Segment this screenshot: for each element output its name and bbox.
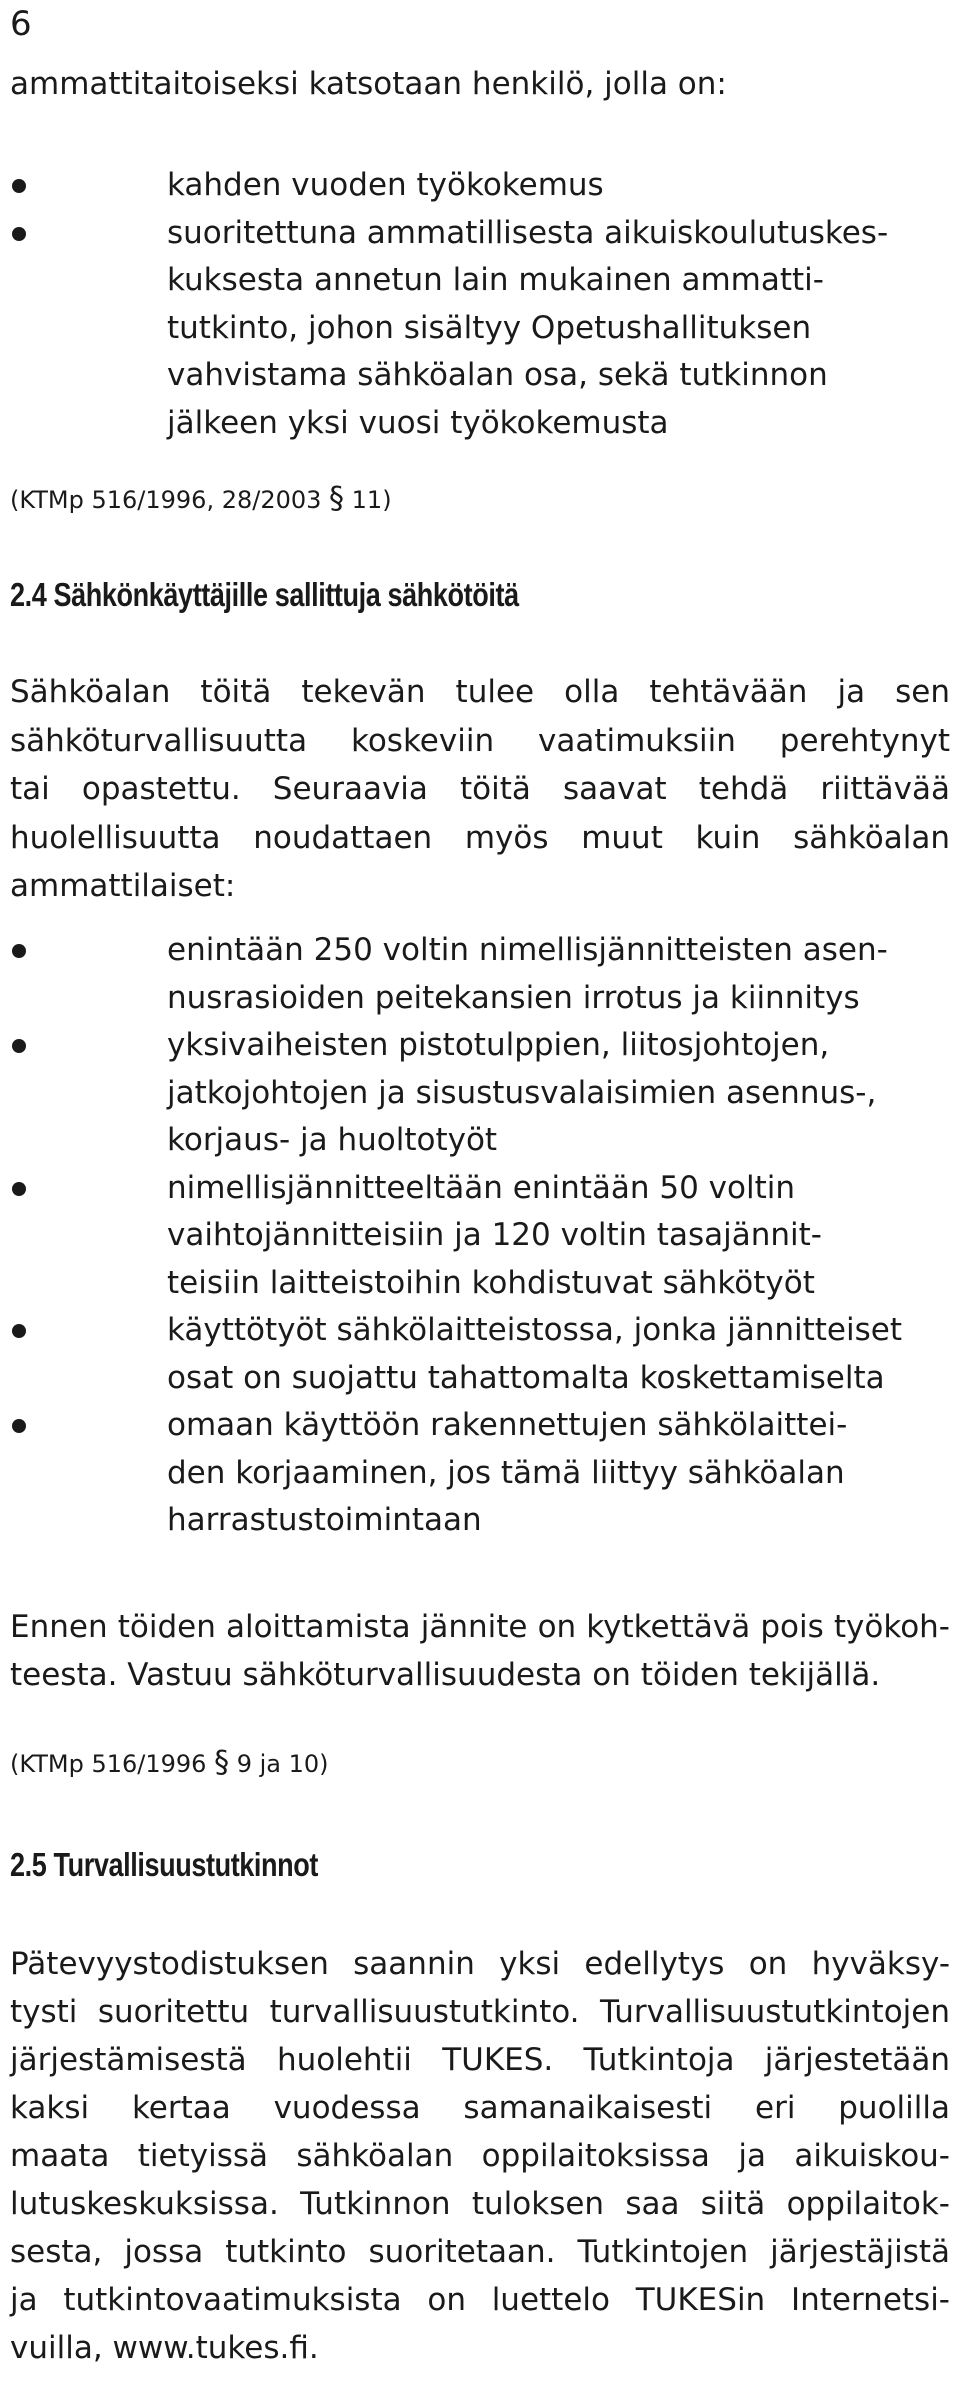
paragraph-line: teesta. Vastuu sähköturvallisuudesta on töiden tekijällä. xyxy=(10,1657,881,1693)
legal-reference-text: 9 ja 10) xyxy=(229,1750,329,1778)
legal-reference-text: (KTMp 516/1996, 28/2003 xyxy=(10,486,330,514)
paragraph-line: Pätevyystodistuksen saannin yksi edellytys on hyväksy- xyxy=(10,1946,950,1982)
list-item xyxy=(10,210,950,448)
list-item-line: korjaus- ja huoltotyöt xyxy=(167,1122,498,1158)
paragraph-line: järjestämisestä huolehtii TUKES. Tutkintoja järjestetään xyxy=(10,2042,950,2078)
paragraph-line: tysti suoritettu turvallisuustutkinto. Turvallisuustutkintojen xyxy=(10,1994,950,2030)
paragraph-line: ja tutkintovaatimuksista on luettelo TUKESin Internetsi- xyxy=(10,2282,950,2318)
list-item-line: kuksesta annetun lain mukainen ammatti- xyxy=(167,262,824,298)
list-item-line: osat on suojattu tahattomalta koskettamiselta xyxy=(167,1359,885,1396)
bullet-icon xyxy=(12,1039,26,1053)
bullet-icon xyxy=(12,944,26,958)
list-item-line: den korjaaminen, jos tämä liittyy sähköalan xyxy=(167,1454,845,1491)
body-paragraph xyxy=(10,668,950,911)
section-sign: § xyxy=(214,1745,230,1780)
legal-reference-text: 11) xyxy=(344,486,392,514)
paragraph-line: ammattilaiset: xyxy=(10,868,236,904)
list-item-line: omaan käyttöön rakennettujen sähkölaittei- xyxy=(167,1407,848,1443)
intro-text: ammattitaitoiseksi katsotaan henkilö, jolla on: xyxy=(10,66,727,102)
paragraph-line: Ennen töiden aloittamista jännite on kytkettävä pois työkoh- xyxy=(10,1609,950,1645)
paragraph-line: Sähköalan töitä tekevän tulee olla tehtävään ja sen xyxy=(10,674,950,710)
paragraph-line: kaksi kertaa vuodessa samanaikaisesti eri puolilla xyxy=(10,2090,950,2126)
section-sign: § xyxy=(329,481,345,516)
list-item xyxy=(10,1165,950,1308)
list-item xyxy=(10,162,950,210)
list-item-line: vaihtojännitteisiin ja 120 voltin tasajännit- xyxy=(167,1217,822,1253)
list-item-line: suoritettuna ammatillisesta aikuiskoulutuskes- xyxy=(167,214,889,251)
paragraph-line: maata tietyissä sähköalan oppilaitoksissa ja aikuiskou- xyxy=(10,2138,950,2174)
list-item-line: jatkojohtojen ja sisustusvalaisimien asennus-, xyxy=(167,1074,877,1111)
list-item xyxy=(10,1307,950,1402)
paragraph-line: huolellisuutta noudattaen myös muut kuin sähköalan xyxy=(10,819,950,856)
section-heading: 2.5 Turvallisuustutkinnot xyxy=(10,1846,318,1883)
bullet-icon xyxy=(12,1419,26,1433)
list-item-line: teisiin laitteistoihin kohdistuvat sähkötyöt xyxy=(167,1264,815,1301)
list-item-line: vahvistama sähköalan osa, sekä tutkinnon xyxy=(167,357,828,393)
paragraph-line: vuilla, www.tukes.fi. xyxy=(10,2330,319,2366)
bullet-icon xyxy=(12,1324,26,1338)
legal-reference xyxy=(10,1747,329,1780)
permitted-work-list xyxy=(10,927,950,1545)
list-item-line: yksivaiheisten pistotulppien, liitosjohtojen, xyxy=(167,1027,830,1063)
paragraph-line: sähköturvallisuutta koskeviin vaatimuksiin perehtynyt xyxy=(10,722,950,759)
page-number: 6 xyxy=(10,4,32,44)
bullet-icon xyxy=(12,227,26,241)
paragraph-line: tai opastettu. Seuraavia töitä saavat tehdä riittävää xyxy=(10,771,950,807)
legal-reference-text: (KTMp 516/1996 xyxy=(10,1750,215,1778)
list-item-line: kahden vuoden työkokemus xyxy=(167,167,604,203)
paragraph-line: lutuskeskuksissa. Tutkinnon tuloksen saa siitä oppilaitok- xyxy=(10,2186,950,2222)
bullet-icon xyxy=(12,179,26,193)
list-item xyxy=(10,1402,950,1545)
list-item-line: käyttötyöt sähkölaitteistossa, jonka jännitteiset xyxy=(167,1312,902,1348)
qualification-list xyxy=(10,162,950,447)
list-item-line: jälkeen yksi vuosi työkokemusta xyxy=(167,404,669,441)
list-item xyxy=(10,1022,950,1165)
section-heading: 2.4 Sähkönkäyttäjille sallittuja sähkötöitä xyxy=(10,576,519,613)
list-item-line: enintään 250 voltin nimellisjännitteisten asen- xyxy=(167,932,888,968)
list-item-line: tutkinto, johon sisältyy Opetushallituksen xyxy=(167,309,812,346)
bullet-icon xyxy=(12,1182,26,1196)
paragraph-line: sesta, jossa tutkinto suoritetaan. Tutkintojen järjestäjistä xyxy=(10,2234,950,2270)
legal-reference xyxy=(10,483,392,516)
list-item xyxy=(10,927,950,1022)
body-paragraph xyxy=(10,1603,950,1699)
list-item-line: nusrasioiden peitekansien irrotus ja kiinnitys xyxy=(167,979,860,1016)
body-paragraph xyxy=(10,1940,950,2372)
list-item-line: harrastustoimintaan xyxy=(167,1502,482,1538)
list-item-line: nimellisjännitteeltään enintään 50 voltin xyxy=(167,1169,796,1206)
